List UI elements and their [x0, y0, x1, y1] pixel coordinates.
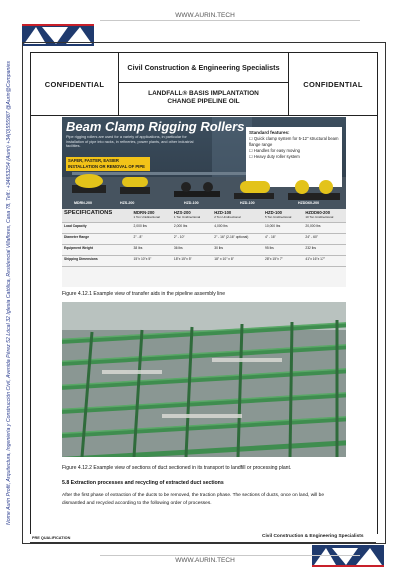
roller-label: HZS-200: [120, 201, 135, 205]
brochure-banner: [62, 117, 346, 209]
specifications-table: [62, 209, 346, 267]
side-contact-text: Nome Aurin Profit, Arquitectura, Ingeniería y Construcción Civil, Avenida Pérez 52 Lócal 32 Iglesia Católica, Residencial Villaflores, Casa 78, Telf.: +34653254 (Aurin) +34(0)555987 @Aurin@Companies: [6, 61, 12, 526]
features-title: Standard features:: [249, 130, 290, 135]
footer-company: Civil Construction & Engineering Specialists: [262, 534, 364, 539]
feature-item: ☐ Quick clamp system for 5-12" structural beam flange range: [249, 136, 339, 147]
site-url-top: WWW.AURIN.TECH: [175, 12, 235, 19]
roller-hzd-100-a: [174, 182, 220, 197]
roller-products-illustration: [62, 117, 346, 209]
bottom-rule: [100, 555, 360, 556]
spec-header-cell: HZD-100 2 Ton Unidirectional: [212, 209, 263, 223]
footer-rule: [30, 542, 376, 543]
spec-row: Diameter Range 2" - 8" 2" - 10" 2" - 16" (2-16" optional) 4" - 16" 24" - 60": [62, 234, 346, 245]
roller-hzdd60-200: [288, 180, 340, 200]
footer-left-label: PRE QUALIFICATION: [32, 536, 71, 540]
figure-caption-1: Figure 4.12.1 Example view of transfer aids in the pipeline assembly line: [62, 291, 226, 297]
feature-item: ☐ Handles for easy moving: [249, 148, 301, 153]
spec-header-cell: HZS-200 1 Ton Unidirectional: [172, 209, 212, 223]
site-url-bottom: WWW.AURIN.TECH: [175, 557, 235, 564]
spec-header-cell: HZDD60-200 10 Ton Unidirectional: [303, 209, 346, 223]
project-title-line1: LANDFALL® BASIS IMPLANTATION: [148, 90, 259, 97]
feature-item: ☐ Heavy duty roller system: [249, 154, 300, 159]
confidential-label-right: CONFIDENTIAL: [303, 79, 363, 89]
spec-row: Equipment Weight 38 lbs 36 lbs 30 lbs 95 lbs 232 lbs: [62, 245, 346, 256]
confidential-label-left: CONFIDENTIAL: [31, 53, 119, 115]
brochure-title: Beam Clamp Rigging Rollers: [66, 119, 245, 134]
roller-hzd-100-b: [234, 181, 274, 199]
spec-header-cell: HZD-100 5 Ton Unidirectional: [263, 209, 303, 223]
spec-row: Shipping Dimensions 15"x 10"x 5" 18"x 15"x 5" 18" x 10" x 8" 28"x 15"x 7" 41"x 16"x 17": [62, 256, 346, 267]
highlight-line1: SAFER, FASTER, EASIER: [68, 158, 119, 163]
company-name: Civil Construction & Engineering Specialists: [119, 53, 289, 83]
section-body: After the first phase of extraction of the ducts to be removed, the traction phase. The sections of ducts, once on land, will be dismantled and recycled according to the following order of processes.: [62, 493, 325, 506]
top-rule: [100, 20, 360, 21]
roller-label: HZD-100: [240, 201, 255, 205]
spec-header-row: [62, 209, 346, 223]
document-header: [30, 52, 378, 116]
spec-header-cell: MDRN-200 1 Ton Unidirectional: [132, 209, 172, 223]
spec-header-cell: SPECIFICATIONS: [62, 209, 132, 223]
figure-caption-2: Figure 4.12.2 Example view of sections of duct sectioned in its transport to landfill or processing plant.: [62, 465, 292, 471]
pipeline-assembly-photo: [62, 302, 346, 457]
section-heading: 5.8 Extraction processes and recycling of extracted duct sections: [62, 480, 224, 486]
project-title: [119, 83, 289, 115]
roller-label: HZD-100: [184, 201, 199, 205]
brochure-description: Pipe rigging rollers are used for a variety of applications, in particular for installation of pipe into racks, in refineries, power plants, and other industrial facilities.: [66, 135, 194, 148]
highlight-line2: INSTALLATION OR REMOVAL OF PIPE: [68, 163, 145, 169]
project-title-line2: CHANGE PIPELINE OIL: [167, 98, 240, 105]
roller-hzs-200: [120, 177, 150, 194]
rigging-rollers-brochure: [62, 117, 346, 287]
roller-label: HZDD60-200: [298, 201, 320, 205]
spec-row: Load Capacity 2,000 lbs 2,000 lbs 4,000 lbs 10,000 lbs 20,000 lbs: [62, 223, 346, 234]
roller-label: MDRN-200: [74, 201, 92, 205]
pipe-racks-illustration: [62, 302, 346, 457]
roller-mdrn-200: [72, 174, 106, 193]
